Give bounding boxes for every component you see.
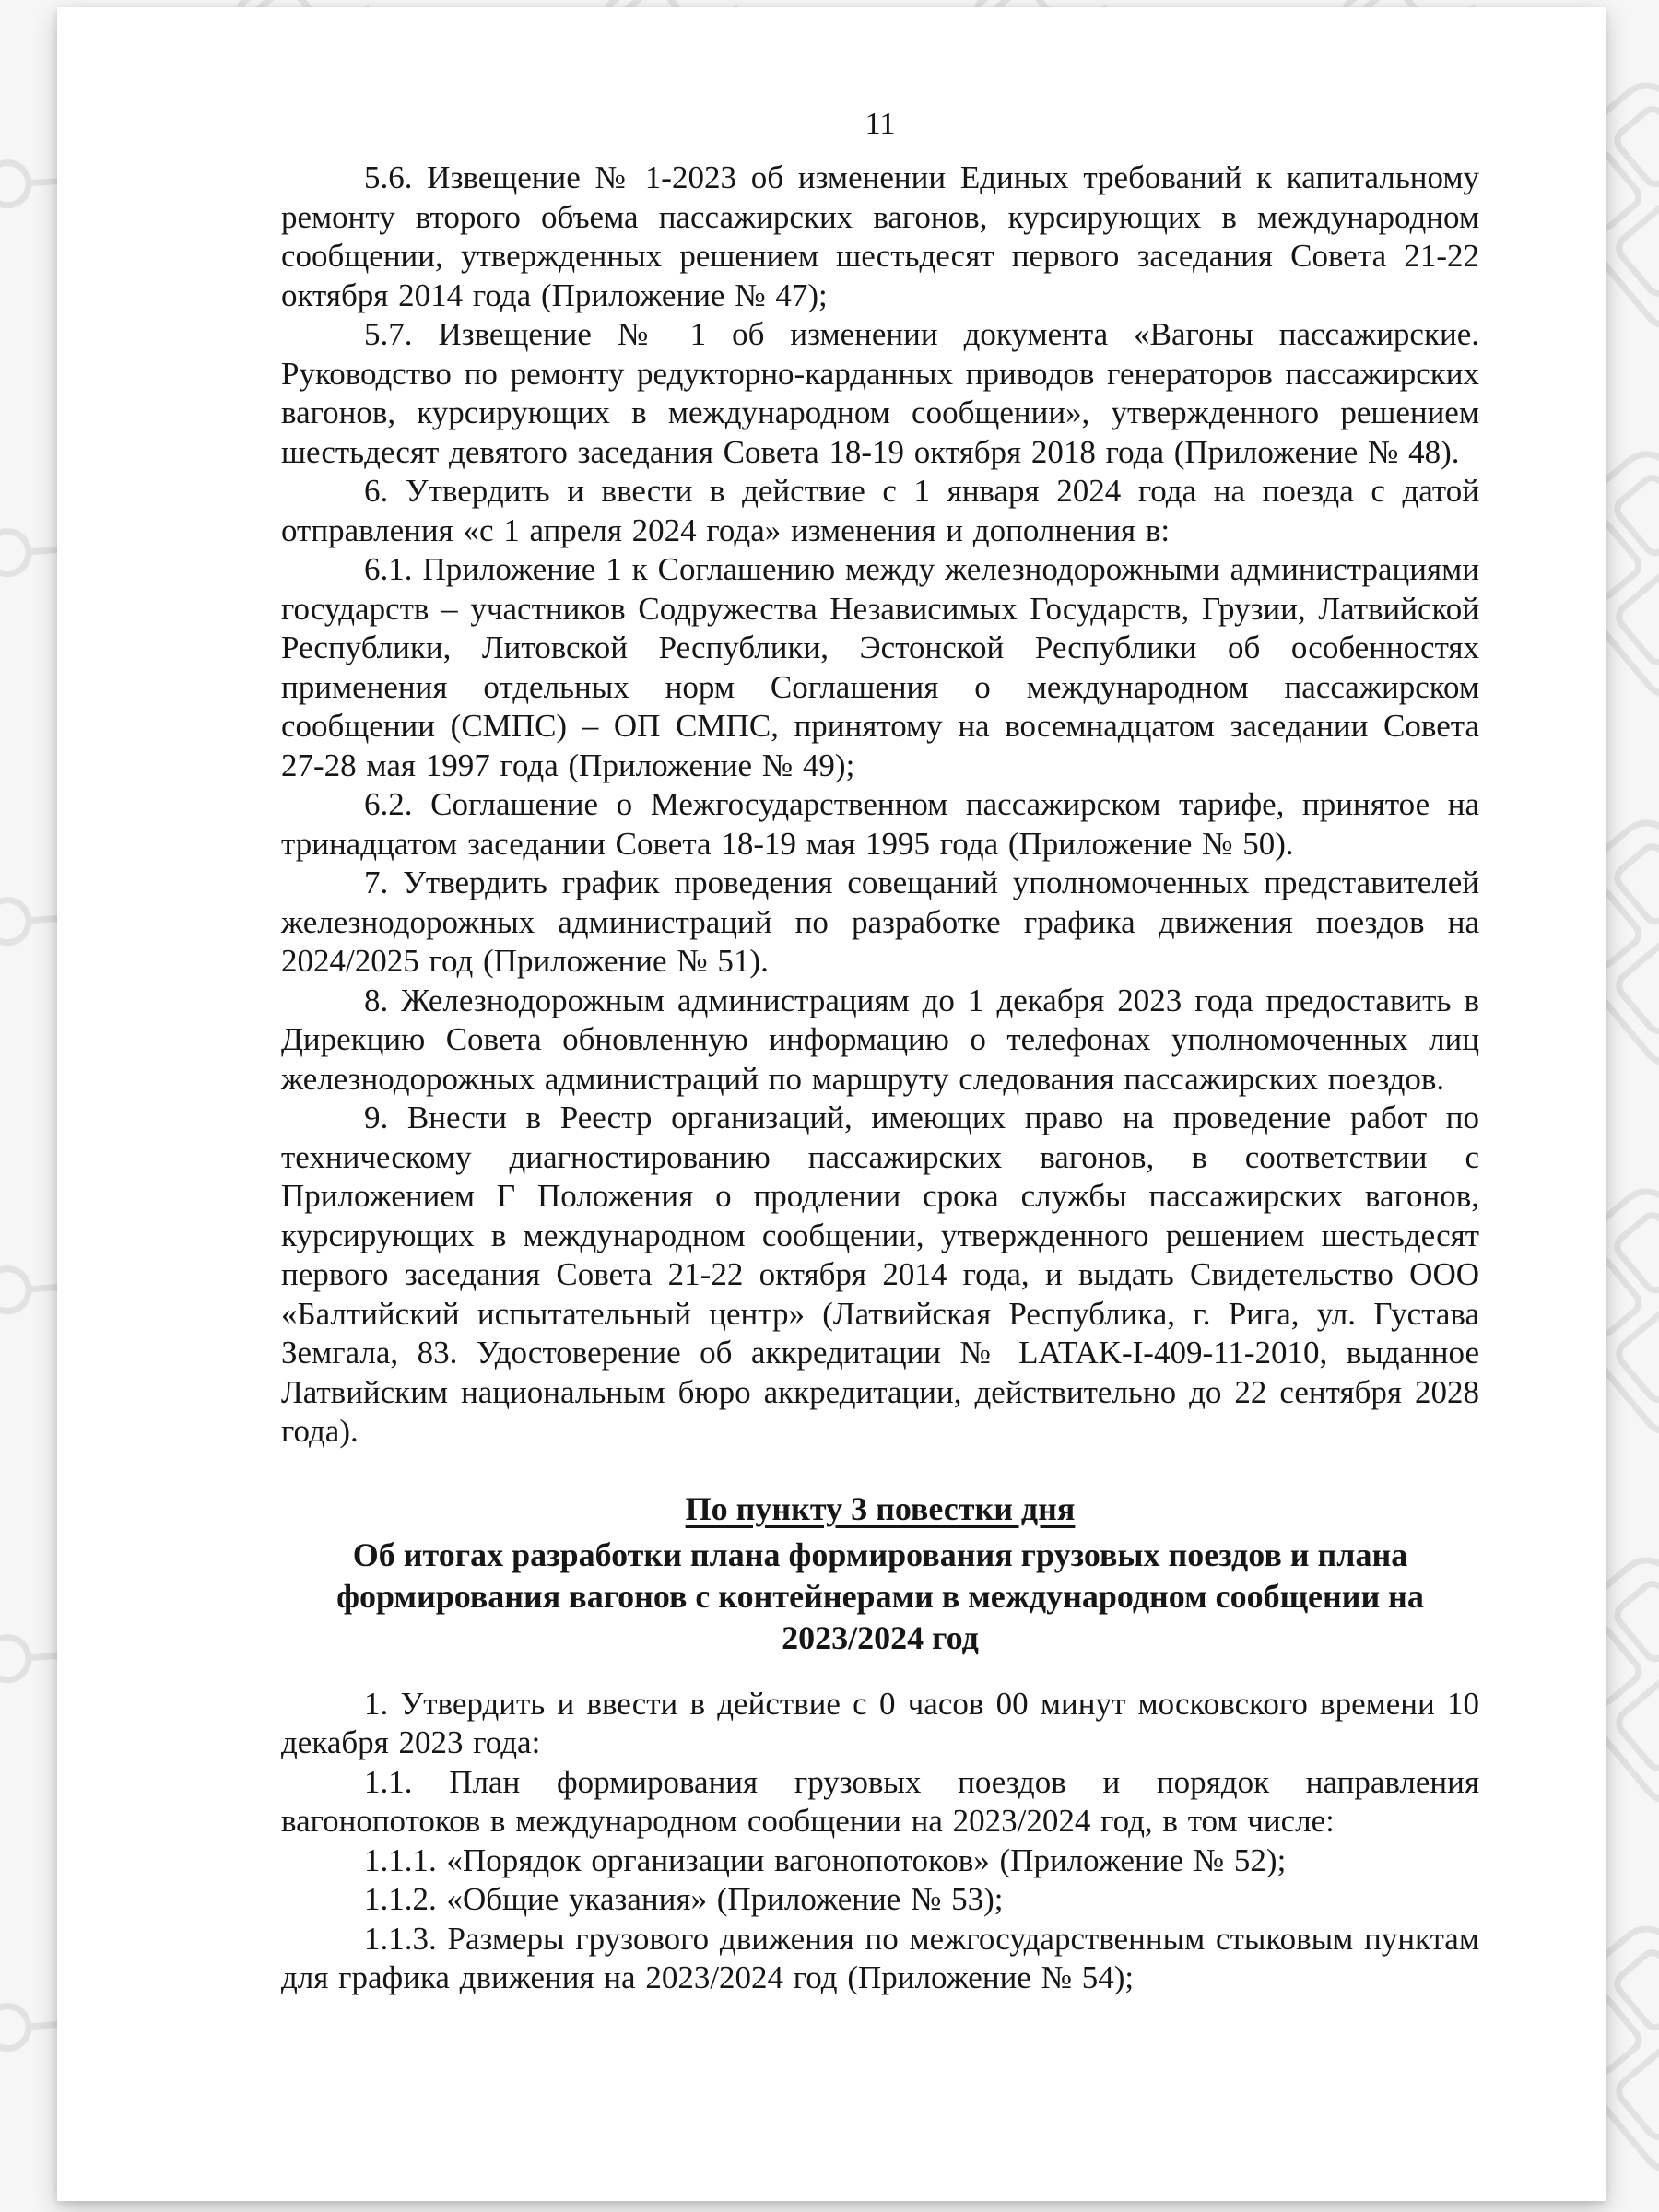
document-page xyxy=(57,7,1606,2201)
paragraph-1-1-2: 1.1.2. «Общие указания» (Приложение № 53); xyxy=(364,1881,1004,1917)
paragraph-6-2: 6.2. Соглашение о Межгосударственном пассажирском тарифе, принятое на тринадцатом заседании Совета 18-19 мая 1995 года (Приложение № 50). xyxy=(281,786,1479,862)
paragraph-7: 7. Утвердить график проведения совещаний уполномоченных представителей железнодорожных администраций по разработке графика движения поездов на 2024/2025 год (Приложение № 51). xyxy=(281,865,1479,979)
paragraph-1-1: 1.1. План формирования грузовых поездов и порядок направления вагонопотоков в международном сообщении на 2023/2024 год, в том числе: xyxy=(281,1763,1479,1839)
agenda-item-title: Об итогах разработки плана формирования грузовых поездов и плана формирования вагонов с контейнерами в международном сообщении на 2023/2024 год xyxy=(336,1535,1424,1656)
paragraph-1: 1. Утвердить и ввести в действие с 0 часов 00 минут московского времени 10 декабря 2023 года: xyxy=(281,1685,1479,1760)
paragraph-6: 6. Утвердить и ввести в действие с 1 января 2024 года на поезда с датой отправления «с 1 апреля 2024 года» изменения и дополнения в: xyxy=(281,473,1479,548)
paragraph-1-1-1: 1.1.1. «Порядок организации вагонопотоков» (Приложение № 52); xyxy=(364,1841,1287,1878)
paragraph-8: 8. Железнодорожным администрациям до 1 декабря 2023 года предоставить в Дирекцию Совета обновленную информацию о телефонах уполномоченных лиц железнодорожных администраций по маршруту следования пассажирских поездов. xyxy=(281,982,1479,1097)
agenda-item-heading: По пункту 3 повестки дня xyxy=(685,1489,1076,1527)
paragraph-1-1-3: 1.1.3. Размеры грузового движения по межгосударственным стыковым пунктам для графика движения на 2023/2024 год (Приложение № 54); xyxy=(281,1920,1479,1995)
page-number: 11 xyxy=(865,107,896,141)
paragraph-6-1: 6.1. Приложение 1 к Соглашению между железнодорожными администрациями государств – участников Содружества Независимых Государств, Грузии, Латвийской Республики, Литовской Республики, Эстонской Республики об особенностях применения отдельных норм Соглашения о международном пассажирском сообщении (СМПС) – ОП СМПС, принятому на восемнадцатом заседании Совета 27-28 мая 1997 года (Приложение № 49); xyxy=(281,551,1479,783)
paragraph-5-7: 5.7. Извещение № 1 об изменении документа «Вагоны пассажирские. Руководство по ремонту редукторно-карданных приводов генераторов пассажирских вагонов, курсирующих в международном сообщении», утвержденного решением шестьдесят девятого заседания Совета 18-19 октября 2018 года (Приложение № 48). xyxy=(281,316,1479,470)
paragraph-9: 9. Внести в Реестр организаций, имеющих право на проведение работ по техническому диагностированию пассажирских вагонов, в соответствии с Приложением Г Положения о продлении срока службы пассажирских вагонов, курсирующих в международном сообщении, утвержденного решением шестьдесят первого заседания Совета 21-22 октября 2014 года, и выдать Свидетельство ООО «Балтийский испытательный центр» (Латвийская Республика, г. Рига, ул. Густава Земгала, 83. Удостоверение об аккредитации № LATAK-I-409-11-2010, выданное Латвийским национальным бюро аккредитации, действительно до 22 сентября 2028 года). xyxy=(281,1100,1479,1449)
paragraph-5-6: 5.6. Извещение № 1-2023 об изменении Единых требований к капитальному ремонту второго объема пассажирских вагонов, курсирующих в международном сообщении, утвержденных решением шестьдесят первого заседания Совета 21-22 октября 2014 года (Приложение № 47); xyxy=(281,159,1479,313)
